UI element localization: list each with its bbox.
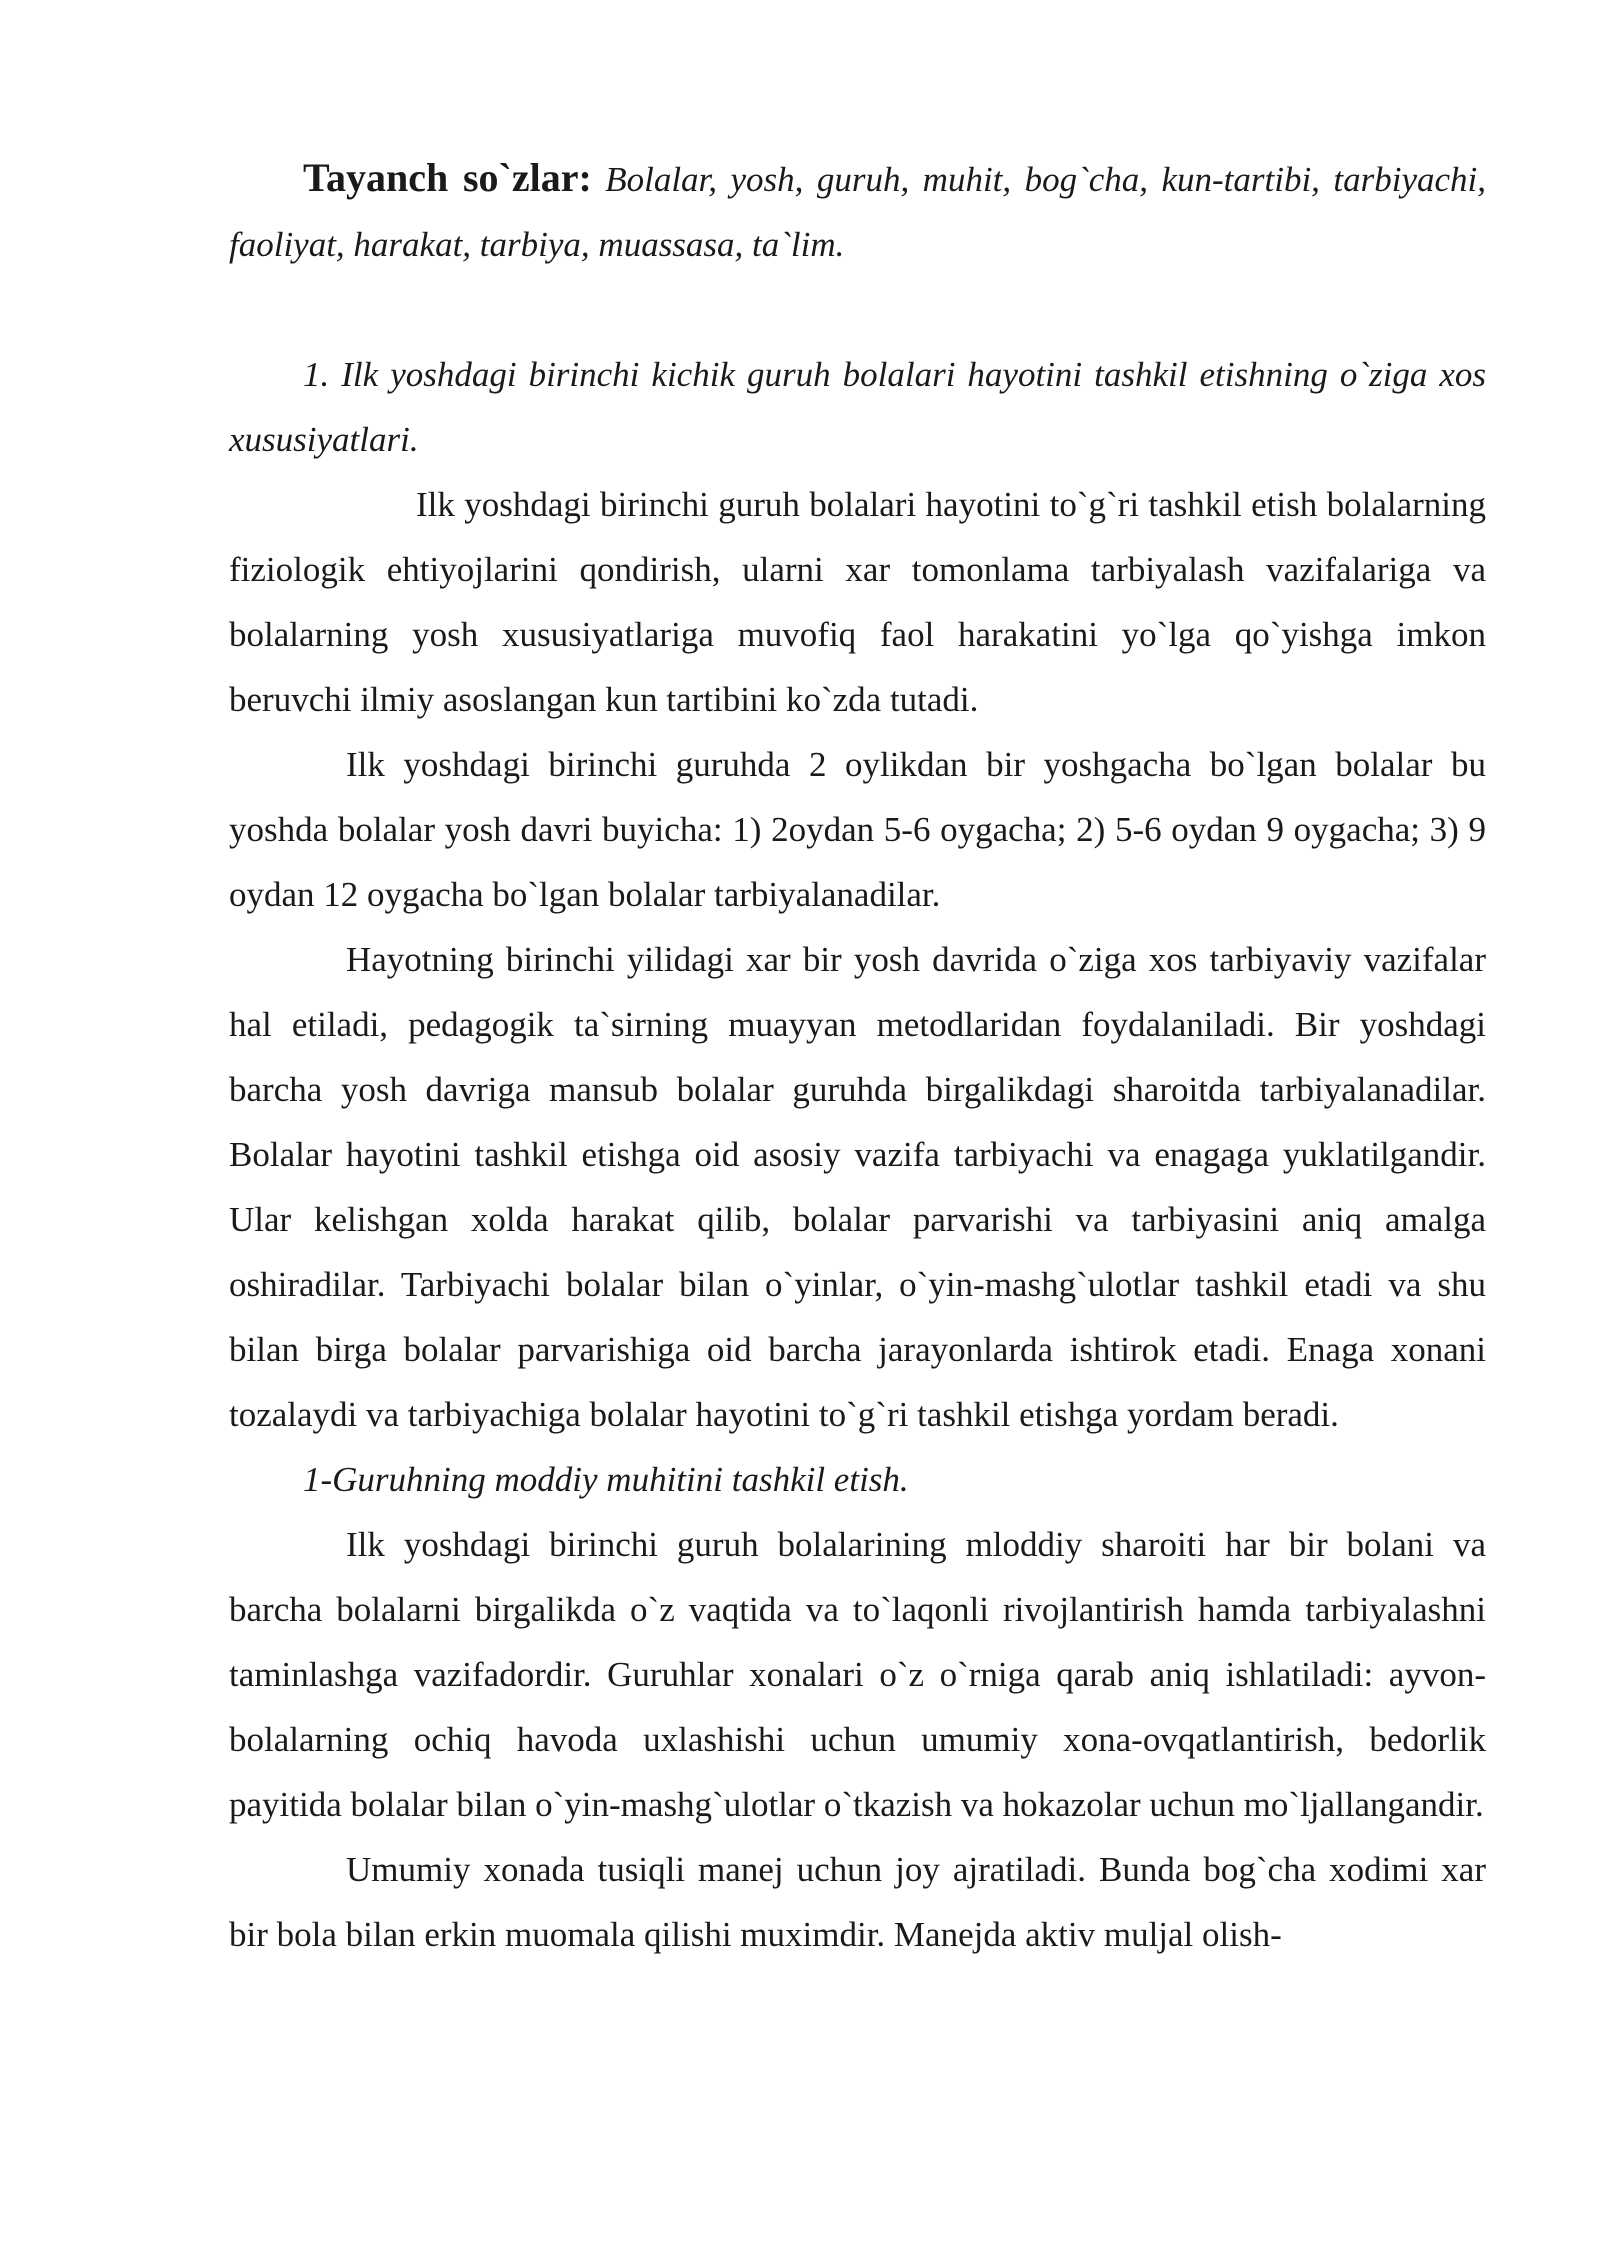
page-body bbox=[229, 145, 1486, 1967]
keywords-line bbox=[229, 145, 1486, 277]
paragraph-2: Ilk yoshdagi birinchi guruhda 2 oylikdan bir yoshgacha bo`lgan bolalar bu yoshda bolalar yosh davri buyicha: 1) 2oydan 5-6 oygacha; 2) 5-6 oydan 9 oygacha; 3) 9 oydan 12 oygacha bo`lgan bolalar tarbiyalanadilar. bbox=[229, 745, 1486, 914]
paragraph-5: Umumiy xonada tusiqli manej uchun joy ajratiladi. Bunda bog`cha xodimi xar bir bola bilan erkin muomala qilishi muximdir. Manejda aktiv muljal olish- bbox=[229, 1850, 1486, 1954]
keywords-text: Bolalar, yosh, guruh, muhit, bog`cha, kun-tartibi, tarbiyachi, faoliyat, harakat, tarbiya, muassasa, ta`lim. bbox=[229, 160, 1486, 264]
section-heading: 1. Ilk yoshdagi birinchi kichik guruh bolalari hayotini tashkil etishning o`ziga xos xususiyatlari. bbox=[229, 355, 1486, 459]
paragraph-4: Ilk yoshdagi birinchi guruh bolalarining mloddiy sharoiti har bir bolani va barcha bolalarni birgalikda o`z vaqtida va to`laqonli rivojlantirish hamda tarbiyalashni taminlashga vazifadordir. Guruhlar xonalari o`z o`rniga qarab aniq ishlatiladi: ayvon-bolalarning ochiq havoda uxlashishi uchun umumiy xona-ovqatlantirish, bedorlik payitida bolalar bilan o`yin-mashg`ulotlar o`tkazish va hokazolar uchun mo`ljallangandir. bbox=[229, 1525, 1486, 1824]
paragraph-3: Hayotning birinchi yilidagi xar bir yosh davrida o`ziga xos tarbiyaviy vazifalar hal etiladi, pedagogik ta`sirning muayyan metodlaridan foydalaniladi. Bir yoshdagi barcha yosh davriga mansub bolalar guruhda birgalikdagi sharoitda tarbiyalanadilar. Bolalar hayotini tashkil etishga oid asosiy vazifa tarbiyachi va enagaga yuklatilgandir. Ular kelishgan xolda harakat qilib, bolalar parvarishi va tarbiyasini aniq amalga oshiradilar. Tarbiyachi bolalar bilan o`yinlar, o`yin-mashg`ulotlar tashkil etadi va shu bilan birga bolalar parvarishiga oid barcha jarayonlarda ishtirok etadi. Enaga xonani tozalaydi va tarbiyachiga bolalar hayotini to`g`ri tashkil etishga yordam beradi. bbox=[229, 940, 1486, 1434]
sub-heading: 1-Guruhning moddiy muhitini tashkil etish. bbox=[303, 1460, 909, 1499]
keywords-label: Tayanch so`zlar: bbox=[303, 155, 592, 200]
paragraph-1: Ilk yoshdagi birinchi guruh bolalari hayotini to`g`ri tashkil etish bolalarning fiziologik ehtiyojlarini qondirish, ularni xar tomonlama tarbiyalash vazifalariga va bolalarning yosh xususiyatlariga muvofiq faol harakatini yo`lga qo`yishga imkon beruvchi ilmiy asoslangan kun tartibini ko`zda tutadi. bbox=[229, 485, 1486, 719]
